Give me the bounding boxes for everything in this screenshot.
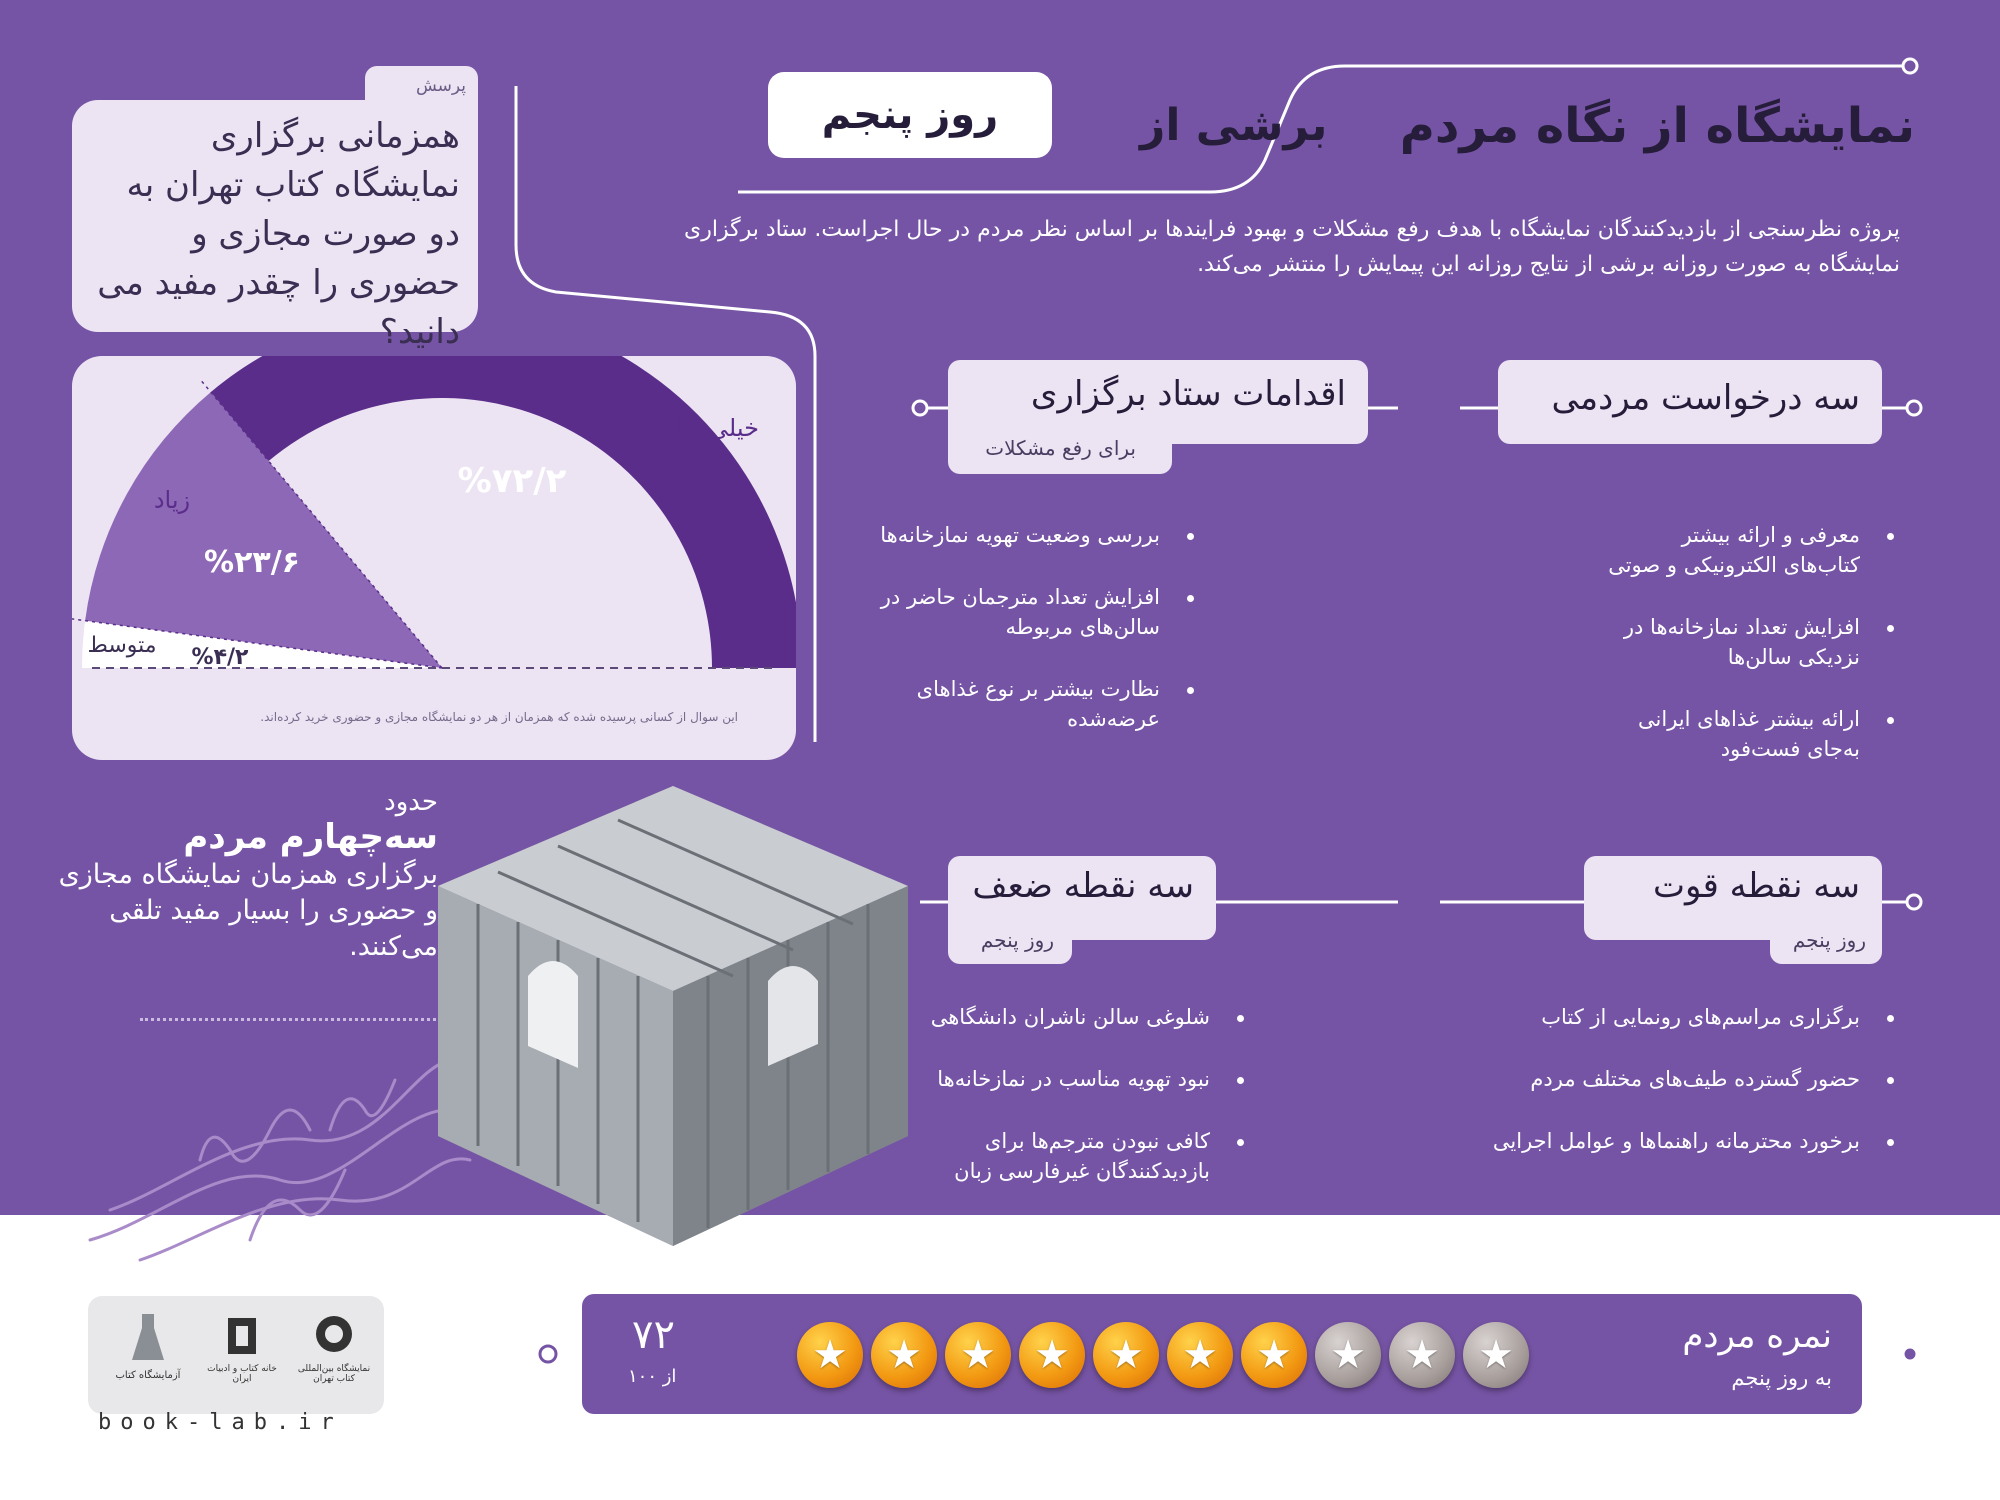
score-bar: [582, 1294, 1862, 1414]
strengths-list: [1440, 1002, 1900, 1188]
bookhouse-label: خانه کتاب و ادبیات ایران: [207, 1364, 277, 1384]
weaknesses-subtitle: روز پنجم: [980, 928, 1054, 952]
website-url[interactable]: book-lab.ir: [98, 1410, 343, 1435]
list-item: افزایش تعداد نمازخانه‌ها در نزدیکی سالن‌ها: [1600, 612, 1900, 672]
actions-subhead: [948, 430, 1172, 474]
list-item: کافی نبودن مترجم‌ها برای بازدیدکنندگان غیرفارسی زبان: [920, 1126, 1250, 1186]
fair-icon: [312, 1312, 356, 1360]
strengths-title: سه نقطه قوت: [1653, 866, 1860, 906]
score-subtitle: به روز پنجم: [1731, 1366, 1832, 1390]
requests-list: [1600, 520, 1900, 796]
star-icon: ★: [945, 1322, 1011, 1388]
booklab-label: آزمایشگاه کتاب: [115, 1370, 181, 1381]
people-statement: [38, 787, 438, 965]
list-item: معرفی و ارائه بیشتر کتاب‌های الکترونیکی و صوتی: [1600, 520, 1900, 580]
star-icon: ★: [1167, 1322, 1233, 1388]
books-cube-illustration: [418, 776, 928, 1256]
star-icon: ★: [797, 1322, 863, 1388]
flask-icon: [128, 1310, 168, 1366]
list-item: نبود تهویه مناسب در نمازخانه‌ها: [920, 1064, 1250, 1094]
weaknesses-subhead: [948, 926, 1072, 964]
star-icon: ★: [1389, 1322, 1455, 1388]
fair-label: نمایشگاه بین‌المللی کتاب تهران: [297, 1364, 371, 1384]
category-label: متوسط: [87, 633, 157, 658]
star-icon: ★: [1093, 1322, 1159, 1388]
booklab-logo: [106, 1310, 190, 1381]
star-icon: ★: [871, 1322, 937, 1388]
day-badge: روز پنجم: [768, 72, 1052, 158]
chart-panel: [72, 356, 796, 760]
list-item: نظارت بیشتر بر نوع غذاهای عرضه‌شده: [880, 674, 1200, 734]
strengths-subhead: [1770, 926, 1882, 964]
question-tag: پرسش: [365, 66, 478, 108]
score-value: ۷۲: [632, 1312, 675, 1358]
value-label: %۲۳/۶: [204, 545, 300, 580]
chart-note: این سوال از کسانی پرسیده شده که همزمان از هر دو نمایشگاه مجازی و حضوری خرید کرده‌اند.: [260, 710, 738, 724]
page-subtitle: برشی از: [1140, 100, 1328, 151]
bookhouse-logo: [200, 1312, 284, 1384]
requests-title: سه درخواست مردمی: [1551, 378, 1860, 418]
actions-title: اقدامات ستاد برگزاری: [1030, 374, 1346, 414]
category-label: خیلی زیاد: [665, 414, 759, 442]
list-item: افزایش تعداد مترجمان حاضر در سالن‌های مربوطه: [880, 582, 1200, 642]
strengths-subtitle: روز پنجم: [1792, 928, 1866, 952]
value-label: %۴/۲: [191, 645, 249, 670]
page-title: نمایشگاه از نگاه مردم: [1399, 98, 1915, 154]
partner-logos: [88, 1296, 384, 1414]
weaknesses-list: [920, 1002, 1250, 1218]
list-item: برخورد محترمانه راهنماها و عوامل اجرایی: [1440, 1126, 1900, 1156]
dotted-divider: [140, 1018, 436, 1021]
category-label: زیاد: [153, 486, 191, 514]
question-text: همزمانی برگزاری نمایشگاه کتاب تهران به دو صورت مجازی و حضوری را چقدر مفید می دانید؟: [72, 100, 478, 332]
gauge-chart: [72, 356, 796, 760]
star-icon: ★: [1019, 1322, 1085, 1388]
list-item: حضور گسترده طیف‌های مختلف مردم: [1440, 1064, 1900, 1094]
weaknesses-title: سه نقطه ضعف: [972, 866, 1194, 906]
list-item: ارائه بیشتر غذاهای ایرانی به‌جای فست‌فود: [1600, 704, 1900, 764]
actions-subtitle: برای رفع مشکلات: [985, 436, 1136, 460]
fair-logo: [292, 1312, 376, 1384]
star-icon: ★: [1241, 1322, 1307, 1388]
list-item: بررسی وضعیت تهویه نمازخانه‌ها: [880, 520, 1200, 550]
star-icon: ★: [1315, 1322, 1381, 1388]
star-icon: ★: [1463, 1322, 1529, 1388]
score-title: نمره مردم: [1682, 1316, 1832, 1356]
people-approx: حدود: [384, 787, 438, 817]
people-desc: برگزاری همزمان نمایشگاه مجازی و حضوری را بسیار مفید تلقی می‌کنند.: [58, 859, 438, 962]
people-quarter: سه‌چهارم مردم: [183, 817, 438, 857]
list-item: شلوغی سالن ناشران دانشگاهی: [920, 1002, 1250, 1032]
value-label: %۷۲/۲: [457, 461, 567, 501]
list-item: برگزاری مراسم‌های رونمایی از کتاب: [1440, 1002, 1900, 1032]
bookhouse-icon: [222, 1312, 262, 1360]
score-outof: از ۱۰۰: [628, 1366, 677, 1387]
intro-text: پروژه نظرسنجی از بازدیدکنندگان نمایشگاه با هدف رفع مشکلات و بهبود فرایندها بر اساس نظر مردم در حال اجراست. ستاد برگزاری نمایشگاه به صورت روزانه برشی از نتایج روزانه این پیمایش را منتشر می‌کند.: [684, 217, 1900, 277]
actions-list: [880, 520, 1200, 766]
requests-head: [1498, 360, 1882, 444]
